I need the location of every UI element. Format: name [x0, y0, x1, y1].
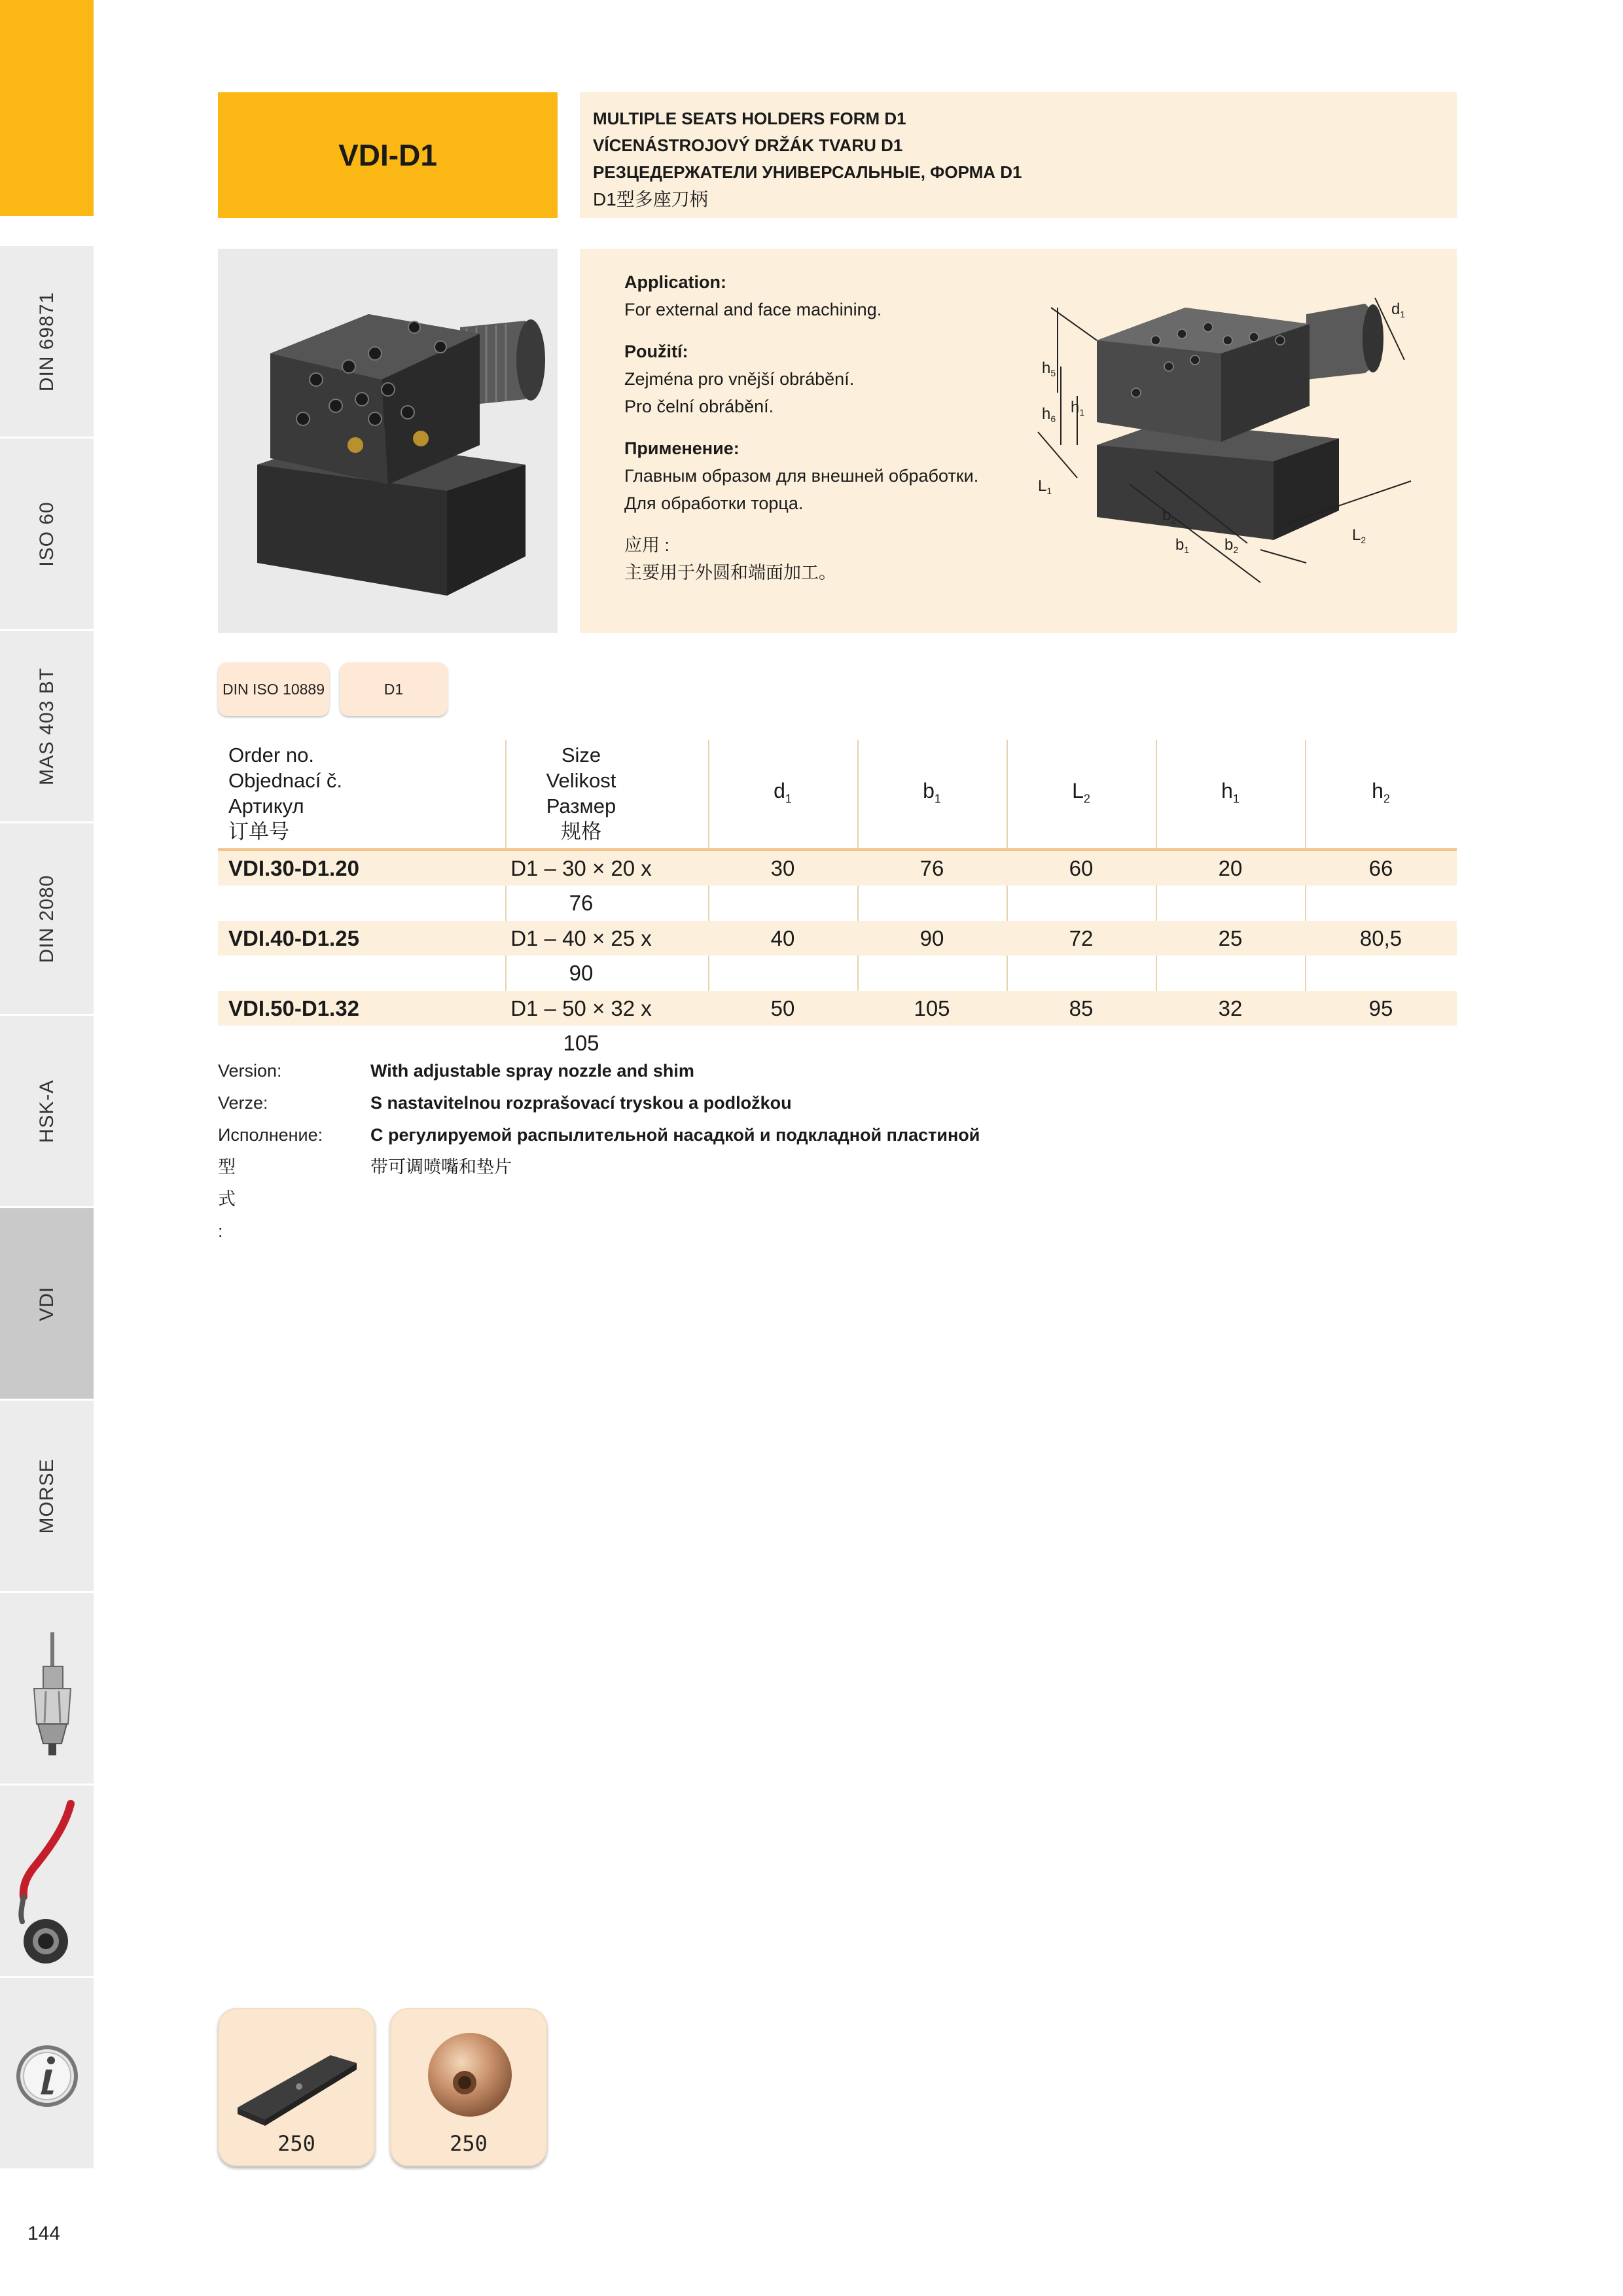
version-value-en: With adjustable spray nozzle and shim	[370, 1061, 694, 1081]
product-description	[580, 92, 1457, 218]
sidebar-tab-accent[interactable]	[0, 0, 94, 218]
application-text	[624, 268, 991, 586]
column-header-l2: $L_2$	[1072, 779, 1090, 806]
standard-badge: DIN ISO 10889	[218, 662, 329, 716]
sidebar-tabs	[0, 0, 94, 2179]
description-zh: D1型多座刀柄	[593, 189, 708, 209]
cell-l2: 60	[1069, 856, 1094, 880]
cell-h1: 25	[1218, 926, 1243, 950]
cell-h2: 80,5	[1359, 926, 1402, 950]
cell-l2: 85	[1069, 996, 1094, 1020]
cell-l2: 72	[1069, 926, 1094, 950]
column-header-d1: $d_1$	[774, 779, 792, 806]
version-key-ru: Исполнение:	[218, 1125, 323, 1145]
dimension-diagram	[999, 275, 1444, 615]
table-spacer	[218, 886, 1457, 921]
application-heading-zh: 应用 :	[624, 535, 670, 555]
dim-label-l1: $L_1$	[1038, 477, 1052, 496]
dim-label-h1: $h_1$	[1071, 399, 1085, 418]
dim-label-d1: $d_1$	[1391, 300, 1406, 319]
version-key-zh: 型式 :	[218, 1157, 236, 1241]
accessory-spray-nozzle[interactable]	[390, 2008, 547, 2166]
version-value-zh: 带可调喷嘴和垫片	[370, 1157, 512, 1177]
cell-h1: 32	[1218, 996, 1243, 1020]
dim-label-b2-second: $b_2$	[1224, 536, 1239, 555]
sidebar-tab-label: MORSE	[35, 1458, 58, 1534]
accessory-number: 250	[450, 2131, 488, 2156]
sidebar-tab-label: ISO 60	[35, 501, 58, 567]
cell-order: VDI.30-D1.20	[228, 856, 359, 880]
sidebar-tab-label: MAS 403 BT	[35, 667, 58, 785]
cell-size: D1 – 40 × 25 x 90	[510, 926, 652, 985]
application-text-cz-2: Pro čelní obrábění.	[624, 397, 774, 416]
form-badge: D1	[340, 662, 448, 716]
sidebar-tab-iso-60[interactable]	[0, 439, 94, 631]
application-heading-en: Application:	[624, 272, 726, 292]
description-ru: РЕЗЦЕДЕРЖАТЕЛИ УНИВЕРСАЛЬНЫЕ, ФОРМА D1	[593, 162, 1022, 182]
accessory-shim[interactable]	[218, 2008, 375, 2166]
cell-h2: 95	[1368, 996, 1393, 1020]
product-photo	[218, 249, 558, 633]
cell-h2: 66	[1368, 856, 1393, 880]
sidebar-tab-vdi[interactable]	[0, 1208, 94, 1401]
version-value-ru: С регулируемой распылительной насадкой и подкладной пластиной	[370, 1125, 980, 1145]
sidebar-tab-morse[interactable]	[0, 1401, 94, 1593]
product-title: VDI-D1	[338, 138, 437, 172]
column-header-order: Order no. Objednací č. Артикул 订单号	[228, 744, 343, 843]
sidebar-tab-din-2080[interactable]	[0, 823, 94, 1016]
shim-plate-icon	[219, 2009, 376, 2134]
application-heading-cz: Použití:	[624, 342, 688, 361]
description-en: MULTIPLE SEATS HOLDERS FORM D1	[593, 109, 906, 128]
cell-size: D1 – 30 × 20 x 76	[510, 856, 652, 915]
sidebar-tab-label: VDI	[35, 1285, 58, 1321]
application-text-zh: 主要用于外圆和端面加工。	[624, 563, 836, 583]
application-panel	[580, 249, 1457, 633]
cell-order: VDI.40-D1.25	[228, 926, 359, 950]
application-text-cz-1: Zejména pro vnější obrábění.	[624, 369, 855, 389]
version-key-en: Version:	[218, 1061, 282, 1081]
column-header-h1: $h_1$	[1221, 779, 1240, 806]
cell-b1: 90	[919, 926, 944, 950]
product-table	[218, 740, 1457, 1055]
version-key-cz: Verze:	[218, 1093, 268, 1113]
table-spacer	[218, 956, 1457, 991]
cell-order: VDI.50-D1.32	[228, 996, 359, 1020]
cell-b1: 76	[919, 856, 944, 880]
application-text-en: For external and face machining.	[624, 300, 882, 319]
application-heading-ru: Применение:	[624, 439, 740, 458]
cell-h1: 20	[1218, 856, 1243, 880]
tool-holder-photo-icon	[218, 249, 558, 633]
dim-label-h6: $h_6$	[1042, 405, 1056, 424]
wrench-and-nut-icon	[0, 1785, 94, 1978]
table-header	[218, 740, 1457, 851]
sidebar-tab-label: DIN 69871	[35, 291, 58, 391]
page-number: 144	[27, 2223, 61, 2244]
version-value-cz: S nastavitelnou rozprašovací tryskou a podložkou	[370, 1093, 792, 1113]
sidebar-tab-label: DIN 2080	[35, 874, 58, 963]
table-row[interactable]	[218, 921, 1457, 985]
cell-d1: 30	[770, 856, 795, 880]
cell-size: D1 – 50 × 32 x 105	[510, 996, 652, 1055]
dim-label-b1: $b_1$	[1175, 536, 1190, 555]
accessory-number: 250	[277, 2131, 315, 2156]
table-row[interactable]	[218, 991, 1457, 1055]
column-header-h2: $h_2$	[1372, 779, 1390, 806]
sidebar-tab-din-69871[interactable]	[0, 246, 94, 439]
sidebar-tab-mas-403-bt[interactable]	[0, 631, 94, 823]
sidebar-tab-wrench-nut[interactable]	[0, 1785, 94, 1978]
sidebar-tab-label: HSK-A	[35, 1079, 58, 1143]
sidebar-tab-drill-chuck[interactable]	[0, 1593, 94, 1785]
description-cz: VÍCENÁSTROJOVÝ DRŽÁK TVARU D1	[593, 135, 903, 155]
table-row[interactable]	[218, 851, 1457, 915]
product-title-box	[218, 92, 558, 218]
info-icon	[0, 1978, 94, 2170]
cell-b1: 105	[914, 996, 950, 1020]
sidebar-tab-hsk-a[interactable]	[0, 1016, 94, 1208]
spray-nozzle-ball-icon	[391, 2009, 548, 2134]
dim-label-b2: $b_2$	[1162, 507, 1177, 526]
drill-chuck-icon	[0, 1593, 94, 1785]
column-header-size: Size Velikost Размер 规格	[546, 744, 616, 843]
cell-d1: 50	[770, 996, 795, 1020]
cell-d1: 40	[770, 926, 795, 950]
application-text-ru-2: Для обработки торца.	[624, 493, 804, 513]
sidebar-tab-info[interactable]	[0, 1978, 94, 2170]
column-header-b1: $b_1$	[923, 779, 941, 806]
dim-label-l2: $L_2$	[1352, 526, 1366, 545]
application-text-ru-1: Главным образом для внешней обработки.	[624, 466, 979, 486]
dim-label-h5: $h_5$	[1042, 359, 1056, 378]
